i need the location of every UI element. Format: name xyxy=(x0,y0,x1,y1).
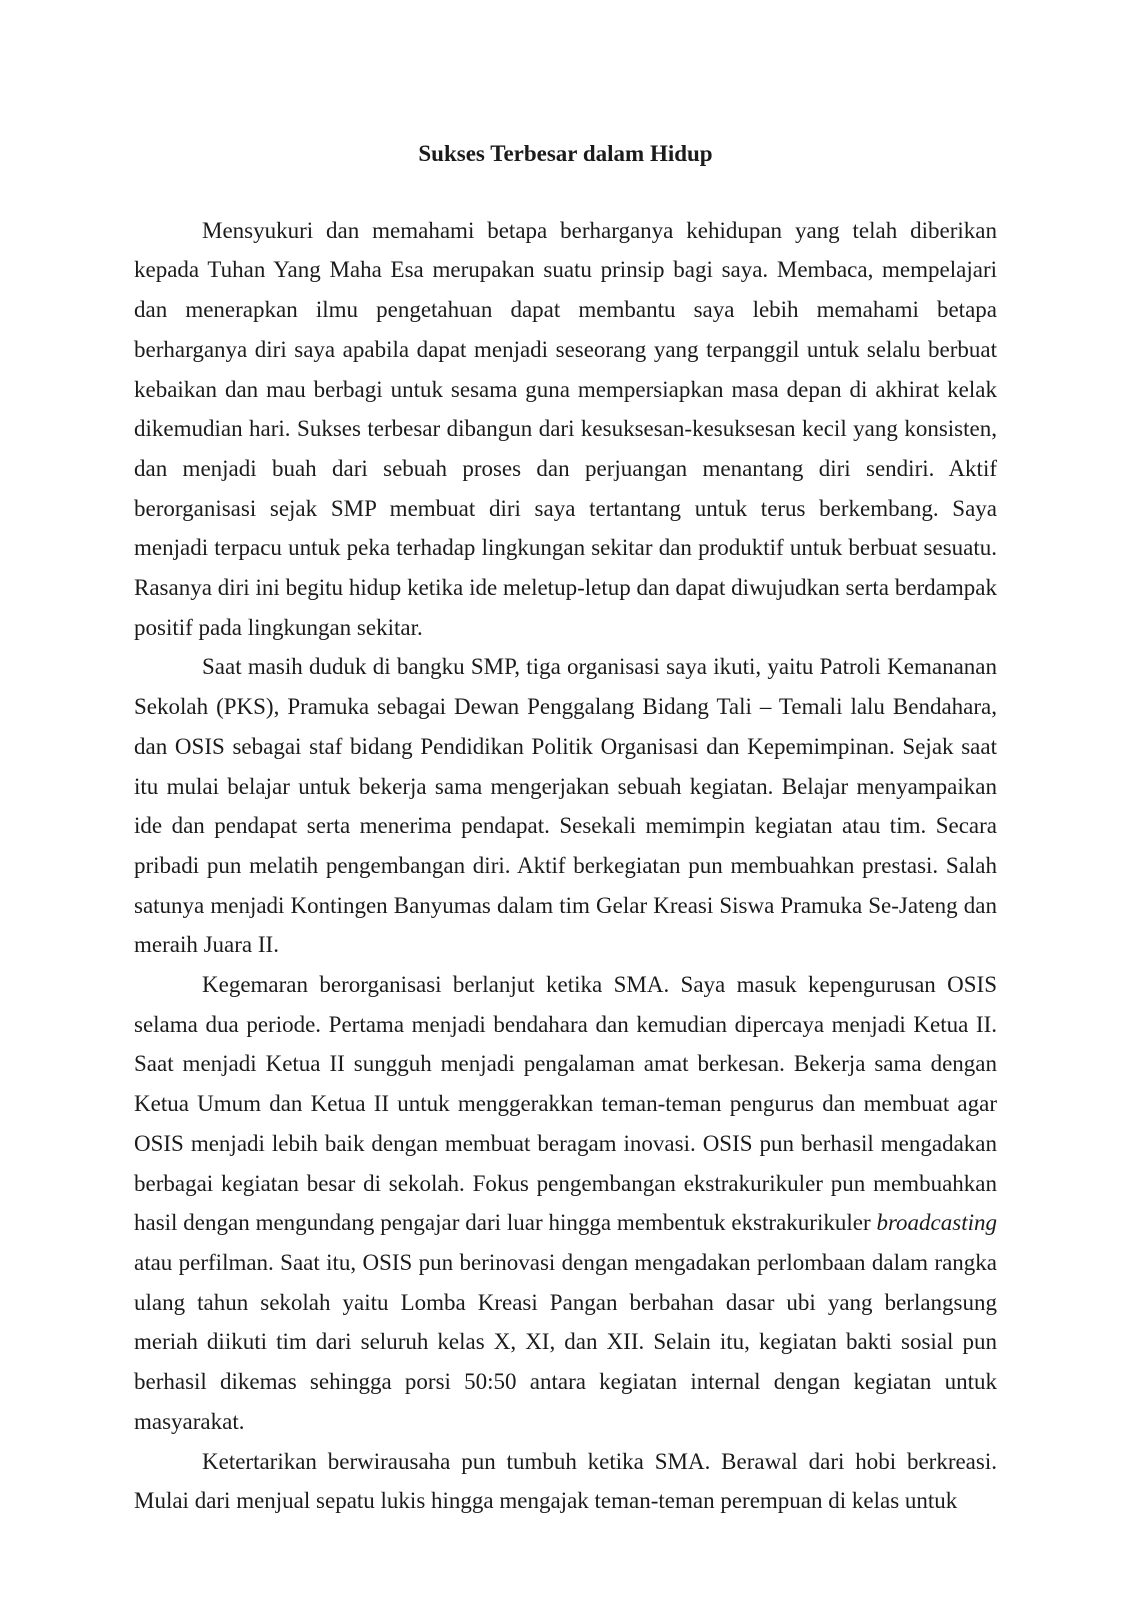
document-title: Sukses Terbesar dalam Hidup xyxy=(418,141,713,166)
paragraph-3 xyxy=(134,965,997,1441)
paragraph-2 xyxy=(134,647,997,965)
paragraph-1 xyxy=(134,211,997,648)
paragraph-1-text: Mensyukuri dan memahami betapa berharganya kehidupan yang telah diberikan kepada Tuhan Yang Maha Esa merupakan suatu prinsip bagi saya. Membaca, mempelajari dan menerapkan ilmu pengetahuan dapat membantu saya lebih memahami betapa berharganya diri saya apabila dapat menjadi seseorang yang terpanggil untuk selalu berbuat kebaikan dan mau berbagi untuk sesama guna mempersiapkan masa depan di akhirat kelak dikemudian hari. Sukses terbesar dibangun dari kesuksesan-kesuksesan kecil yang konsisten, dan menjadi buah dari sebuah proses dan perjuangan menantang diri sendiri. Aktif berorganisasi sejak SMP membuat diri saya tertantang untuk terus berkembang. Saya menjadi terpacu untuk peka terhadap lingkungan sekitar dan produktif untuk berbuat sesuatu. Rasanya diri ini begitu hidup ketika ide meletup-letup dan dapat diwujudkan serta berdampak positif pada lingkungan sekitar. xyxy=(134,217,997,640)
paragraph-2-text: Saat masih duduk di bangku SMP, tiga organisasi saya ikuti, yaitu Patroli Kemananan Sekolah (PKS), Pramuka sebagai Dewan Penggalang Bidang Tali – Temali lalu Bendahara, dan OSIS sebagai staf bidang Pendidikan Politik Organisasi dan Kepemimpinan. Sejak saat itu mulai belajar untuk bekerja sama mengerjakan sebuah kegiatan. Belajar menyampaikan ide dan pendapat serta menerima pendapat. Sesekali memimpin kegiatan atau tim. Secara pribadi pun melatih pengembangan diri. Aktif berkegiatan pun membuahkan prestasi. Salah satunya menjadi Kontingen Banyumas dalam tim Gelar Kreasi Siswa Pramuka Se-Jateng dan meraih Juara II. xyxy=(134,654,997,958)
paragraph-3-text-after-italic: atau perfilman. Saat itu, OSIS pun berinovasi dengan mengadakan perlombaan dalam rangka ulang tahun sekolah yaitu Lomba Kreasi Pangan berbahan dasar ubi yang berlangsung meriah diikuti tim dari seluruh kelas X, XI, dan XII. Selain itu, kegiatan bakti sosial pun berhasil dikemas sehingga porsi 50:50 antara kegiatan internal dengan kegiatan untuk masyarakat. xyxy=(134,1249,997,1434)
paragraph-4 xyxy=(134,1442,997,1521)
paragraph-3-italic-term: broadcasting xyxy=(876,1210,997,1236)
paragraph-4-text: Ketertarikan berwirausaha pun tumbuh ketika SMA. Berawal dari hobi berkreasi. Mulai dari menjual sepatu lukis hingga mengajak teman-teman perempuan di kelas untuk xyxy=(134,1448,997,1514)
paragraph-3-text-before-italic: Kegemaran berorganisasi berlanjut ketika SMA. Saya masuk kepengurusan OSIS selama dua periode. Pertama menjadi bendahara dan kemudian dipercaya menjadi Ketua II. Saat menjadi Ketua II sungguh menjadi pengalaman amat berkesan. Bekerja sama dengan Ketua Umum dan Ketua II untuk menggerakkan teman-teman pengurus dan membuat agar OSIS menjadi lebih baik dengan membuat beragam inovasi. OSIS pun berhasil mengadakan berbagai kegiatan besar di sekolah. Fokus pengembangan ekstrakurikuler pun membuahkan hasil dengan mengundang pengajar dari luar hingga membentuk ekstrakurikuler xyxy=(134,972,997,1236)
